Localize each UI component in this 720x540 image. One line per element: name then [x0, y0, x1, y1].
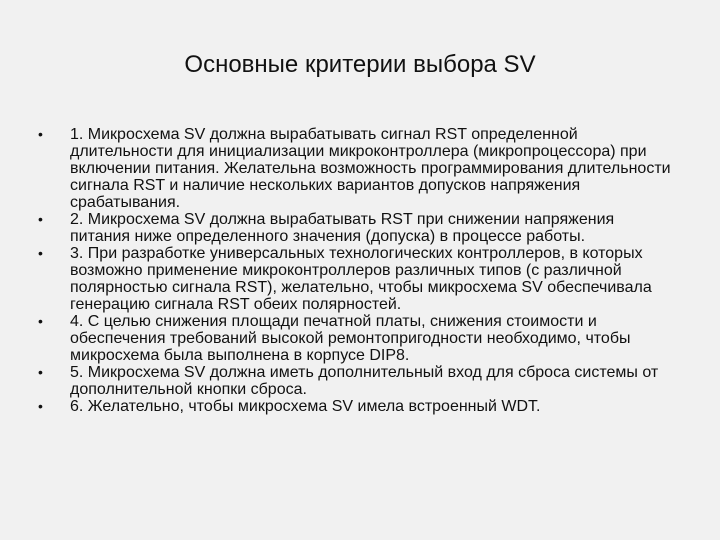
bullet-text-2: 2. Микросхема SV должна вырабатывать RST при снижении напряжения питания ниже определенного значения (допуска) в процессе работы. [70, 211, 615, 245]
bullet-item-1 [38, 126, 678, 211]
bullet-text-5: 5. Микросхема SV должна иметь дополнительный вход для сброса системы от дополнительной кнопки сброса. [70, 364, 659, 398]
bullet-list [38, 126, 678, 415]
bullet-icon: • [38, 313, 43, 329]
bullet-text-4: 4. С целью снижения площади печатной платы, снижения стоимости и обеспечения требований высокой ремонтопригодности необходимо, чтобы микросхема была выполнена в корпусе DIP8. [70, 313, 631, 364]
bullet-text-6: 6. Желательно, чтобы микросхема SV имела встроенный WDT. [70, 398, 541, 415]
bullet-item-5 [38, 364, 678, 398]
bullet-icon: • [38, 398, 43, 414]
slide-title: Основные критерии выбора SV [184, 51, 536, 78]
bullet-item-6 [38, 398, 678, 415]
bullet-text-1: 1. Микросхема SV должна вырабатывать сигнал RST определенной длительности для инициализации микроконтроллера (микропроцессора) при включении питания. Желательна возможность программирования длительности сигнала RST и наличие нескольких вариантов допусков напряжения срабатывания. [70, 126, 671, 211]
bullet-item-4 [38, 313, 678, 364]
bullet-item-2 [38, 211, 678, 245]
bullet-icon: • [38, 364, 43, 380]
bullet-text-3: 3. При разработке универсальных технологических контроллеров, в которых возможно применение микроконтроллеров различных типов (с различной полярностью сигнала RST), желательно, чтобы микросхема SV обеспечивала генерацию сигнала RST обеих полярностей. [70, 245, 652, 313]
bullet-icon: • [38, 211, 43, 227]
bullet-item-3 [38, 245, 678, 313]
bullet-icon: • [38, 126, 43, 142]
bullet-icon: • [38, 245, 43, 261]
